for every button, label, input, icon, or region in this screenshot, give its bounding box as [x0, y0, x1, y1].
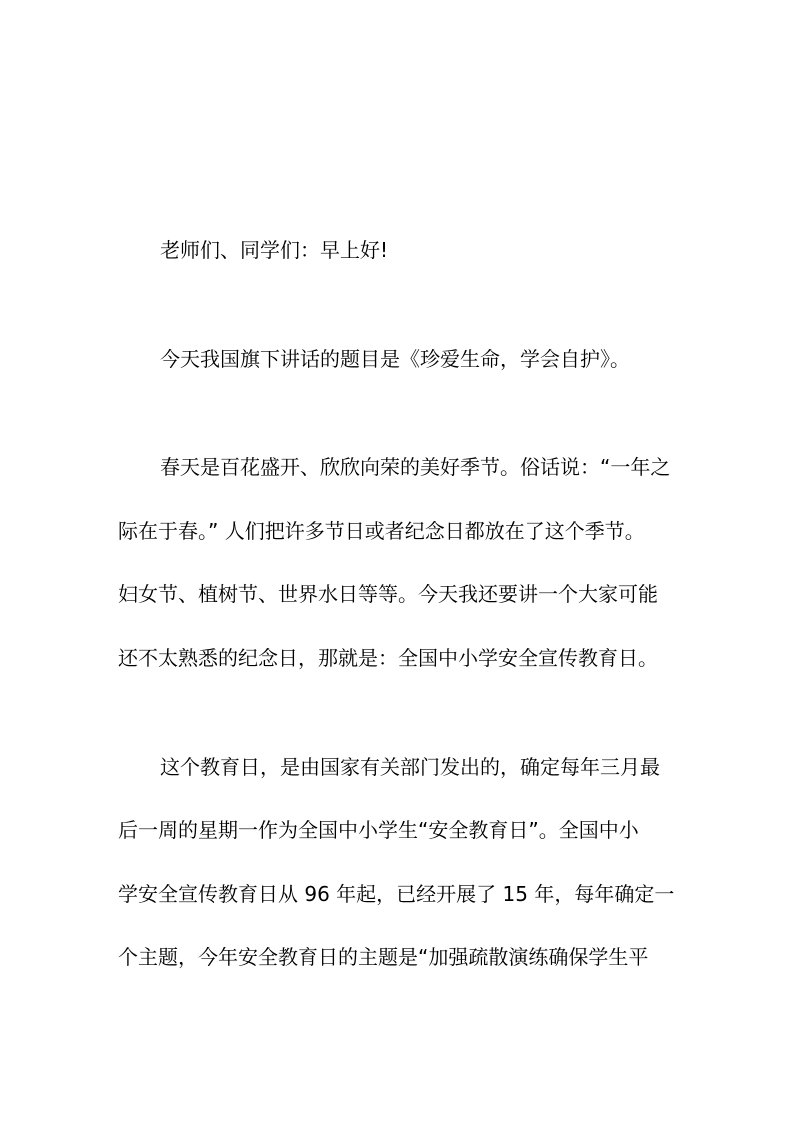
text-line: 学安全宣传教育日从 96 年起，已经开展了 15 年，每年确定一: [118, 881, 675, 906]
text-line: 后一周的星期一作为全国中小学生“安全教育日”。全国中小: [118, 818, 639, 843]
text-line: 春天是百花盛开、欣欣向荣的美好季节。俗话说：“一年之: [160, 455, 671, 480]
document-page: [118, 219, 678, 990]
text-line: 妇女节、植树节、世界水日等等。今天我还要讲一个大家可能: [118, 582, 658, 607]
greeting-paragraph: [118, 219, 678, 283]
topic-paragraph: [118, 328, 678, 392]
text-line: 际在于春。” 人们把许多节日或者纪念日都放在了这个季节。: [118, 518, 645, 543]
text-line: 还不太熟悉的纪念日，那就是：全国中小学安全宣传教育日。: [118, 645, 658, 670]
text-line: 这个教育日，是由国家有关部门发出的，确定每年三月最: [160, 754, 660, 779]
text-line: 今天我国旗下讲话的题目是《珍爱生命，学会自护》。: [160, 346, 630, 371]
spring-paragraph: [118, 436, 678, 690]
text-line: 个主题，今年安全教育日的主题是“加强疏散演练确保学生平: [118, 945, 649, 970]
education-day-paragraph: [118, 736, 678, 990]
text-line: 老师们、同学们：早上好!: [160, 238, 389, 262]
